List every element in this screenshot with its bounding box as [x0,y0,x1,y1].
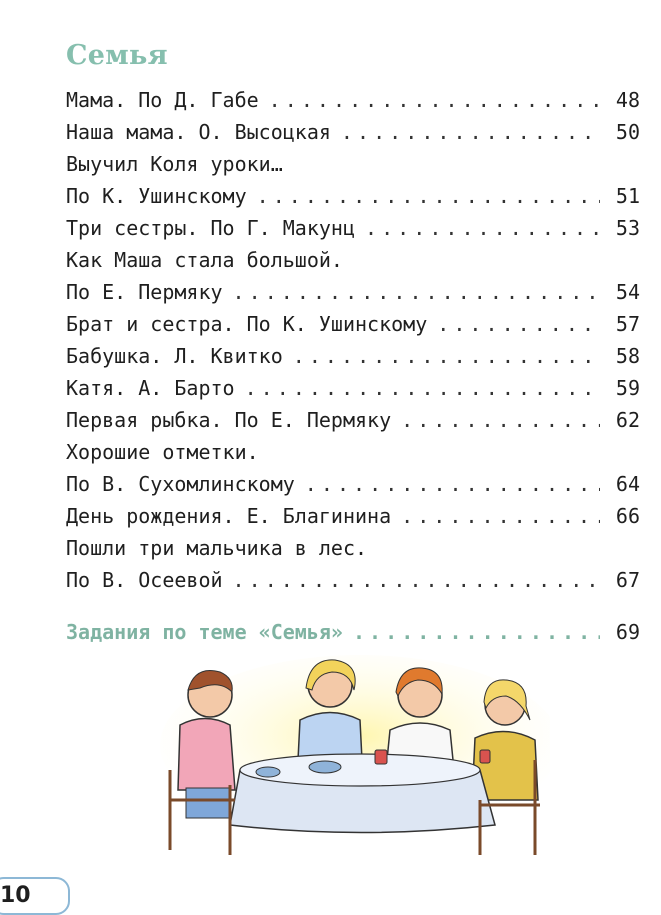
toc-entry[interactable] [66,212,640,244]
dot-leader [257,180,600,212]
dot-leader [365,212,600,244]
toc-title: Первая рыбка. По Е. Пермяку [66,408,392,432]
family-table-illustration [150,650,550,865]
toc-page: 67 [615,568,640,592]
toc-page: 54 [615,280,640,304]
dot-leader [245,372,600,404]
toc-title: Три сестры. По Г. Макунц [66,216,355,240]
toc-title: Катя. А. Барто [66,376,235,400]
toc-page: 59 [615,376,640,400]
tasks-title: Задания по теме «Семья» [66,620,343,644]
toc-title: Бабушка. Л. Квитко [66,344,283,368]
toc-page: 51 [615,184,640,208]
toc-page: 62 [615,408,640,432]
page-number: 10 [0,883,31,908]
toc-title: Наша мама. О. Высоцкая [66,120,331,144]
toc-title: Хорошие отметки. [66,440,259,464]
dot-leader [233,276,600,308]
toc-page: 64 [615,472,640,496]
toc-title: День рождения. Е. Благинина [66,504,392,528]
toc-page: 50 [615,120,640,144]
dot-leader [269,84,600,116]
toc-title: Пошли три мальчика в лес. [66,536,368,560]
toc-title: Мама. По Д. Габе [66,88,259,112]
dot-leader [293,340,600,372]
toc-tasks-entry[interactable] [66,616,640,648]
toc-entry-continuation[interactable] [66,180,640,212]
toc-author: По К. Ушинскому [66,184,247,208]
toc-title: Брат и сестра. По К. Ушинскому [66,312,428,336]
toc-entry-continuation[interactable] [66,468,640,500]
table-of-contents [66,84,640,648]
dot-leader [341,116,600,148]
toc-entry[interactable] [66,532,640,564]
toc-page: 58 [615,344,640,368]
toc-entry[interactable] [66,436,640,468]
toc-entry[interactable] [66,148,640,180]
dot-leader [233,564,600,596]
table [230,750,495,833]
toc-entry-continuation[interactable] [66,564,640,596]
spacer [66,596,640,616]
toc-author: По В. Осеевой [66,568,223,592]
dot-leader [401,500,600,532]
toc-entry[interactable] [66,372,640,404]
toc-entry[interactable] [66,308,640,340]
page-number-tab [0,877,70,915]
toc-author: По В. Сухомлинскому [66,472,295,496]
tasks-page: 69 [615,620,640,644]
toc-title: Как Маша стала большой. [66,248,343,272]
section-title: Семья [66,40,168,71]
toc-entry[interactable] [66,244,640,276]
toc-entry[interactable] [66,340,640,372]
toc-entry[interactable] [66,116,640,148]
dot-leader [437,308,600,340]
toc-entry[interactable] [66,500,640,532]
dot-leader [353,616,600,648]
toc-entry[interactable] [66,84,640,116]
dot-leader [401,404,600,436]
toc-entry[interactable] [66,404,640,436]
toc-entry-continuation[interactable] [66,276,640,308]
toc-page: 66 [615,504,640,528]
toc-page: 57 [615,312,640,336]
toc-title: Выучил Коля уроки… [66,152,283,176]
toc-page: 48 [615,88,640,112]
toc-author: По Е. Пермяку [66,280,223,304]
child-left [178,670,235,818]
toc-page: 53 [615,216,640,240]
dot-leader [305,468,600,500]
